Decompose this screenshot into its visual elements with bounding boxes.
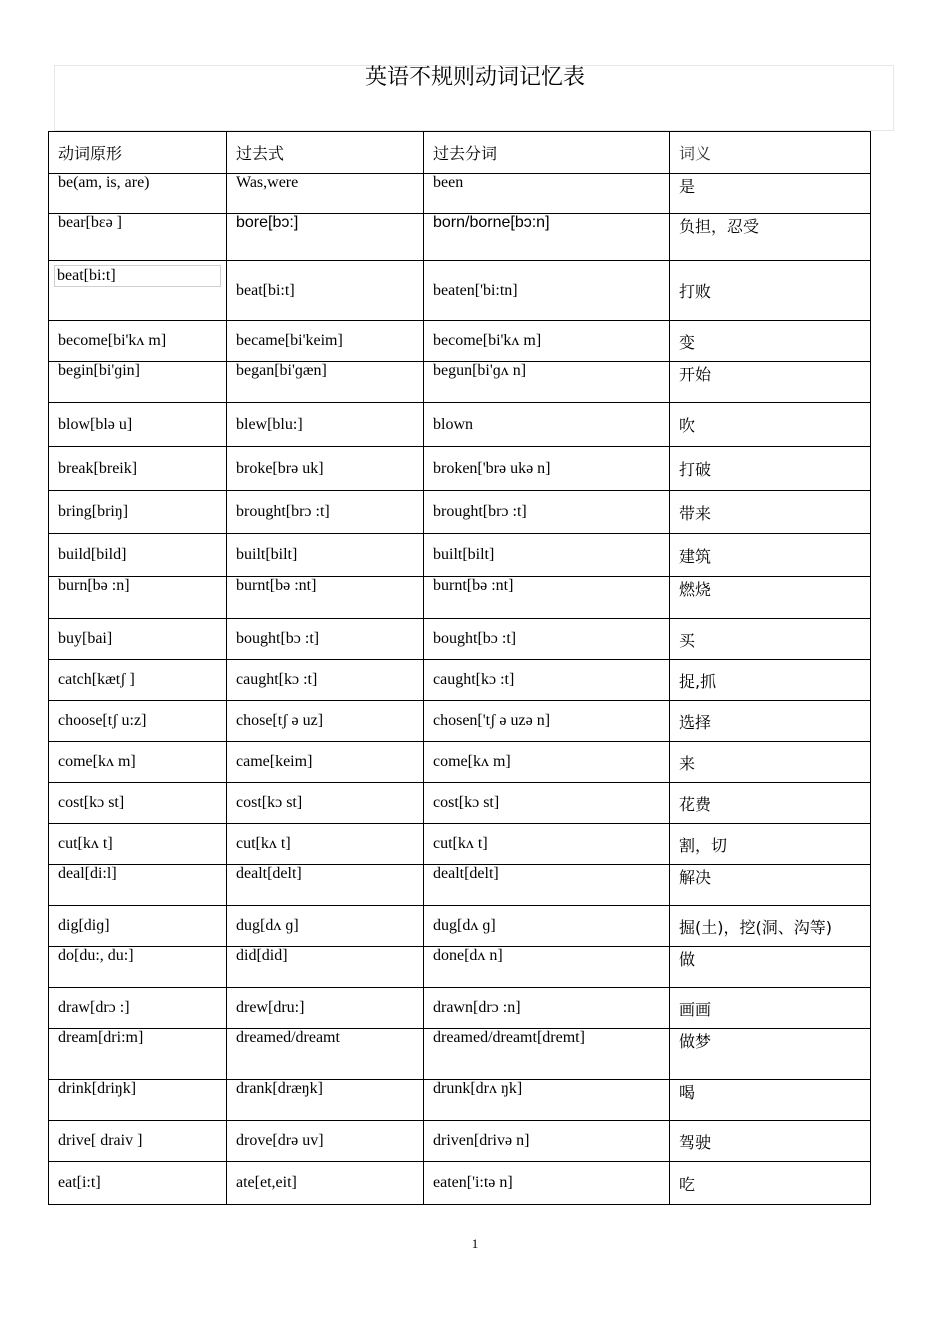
table-row	[49, 534, 871, 577]
base-form-cell: become[bi'kʌ m]	[49, 321, 227, 362]
meaning-cell: 做梦	[670, 1029, 871, 1080]
past-tense-cell: brought[brɔ :t]	[227, 491, 424, 534]
past-tense-cell: built[bilt]	[227, 534, 424, 577]
past-participle-cell: bought[bɔ :t]	[424, 619, 670, 660]
base-form-cell: dream[dri:m]	[49, 1029, 227, 1080]
meaning-cell: 吹	[670, 403, 871, 447]
base-form-cell: burn[bə :n]	[49, 577, 227, 619]
past-participle-cell: drawn[drɔ :n]	[424, 988, 670, 1029]
meaning-cell: 打破	[670, 447, 871, 491]
irregular-verbs-table	[48, 131, 871, 1205]
past-tense-cell: blew[blu:]	[227, 403, 424, 447]
header-meaning: 词义	[670, 132, 871, 174]
past-tense-cell: came[keim]	[227, 742, 424, 783]
base-form-cell: buy[bai]	[49, 619, 227, 660]
past-tense-cell: Was,were	[227, 174, 424, 214]
past-participle-cell: driven[drivə n]	[424, 1121, 670, 1162]
table-header-row	[49, 132, 871, 174]
header-past-tense: 过去式	[227, 132, 424, 174]
past-participle-cell: dreamed/dreamt[dremt]	[424, 1029, 670, 1080]
meaning-cell: 建筑	[670, 534, 871, 577]
base-form-cell: break[breik]	[49, 447, 227, 491]
table-row	[49, 742, 871, 783]
past-participle-cell: dug[dʌ ɡ]	[424, 906, 670, 947]
base-form-cell: come[kʌ m]	[49, 742, 227, 783]
meaning-cell: 做	[670, 947, 871, 988]
table-row	[49, 947, 871, 988]
meaning-cell: 是	[670, 174, 871, 214]
past-tense-cell: bore[bɔ:]	[227, 214, 424, 261]
table-row	[49, 865, 871, 906]
base-form-cell: dig[diɡ]	[49, 906, 227, 947]
past-participle-cell: born/borne[bɔ:n]	[424, 214, 670, 261]
meaning-cell: 来	[670, 742, 871, 783]
base-form-cell: bring[briŋ]	[49, 491, 227, 534]
past-tense-cell: broke[brə uk]	[227, 447, 424, 491]
past-tense-cell: ate[et,eit]	[227, 1162, 424, 1205]
past-participle-cell: drunk[drʌ ŋk]	[424, 1080, 670, 1121]
past-participle-cell: burnt[bə :nt]	[424, 577, 670, 619]
past-participle-cell: been	[424, 174, 670, 214]
table-row	[49, 906, 871, 947]
table-row	[49, 491, 871, 534]
past-tense-cell: drank[dræŋk]	[227, 1080, 424, 1121]
meaning-cell: 割，切	[670, 824, 871, 865]
past-tense-cell: drove[drə uv]	[227, 1121, 424, 1162]
table-row	[49, 824, 871, 865]
past-tense-cell: caught[kɔ :t]	[227, 660, 424, 701]
table-row	[49, 660, 871, 701]
base-form-cell: catch[kætʃ ]	[49, 660, 227, 701]
table-row	[49, 1121, 871, 1162]
table-row	[49, 403, 871, 447]
base-form-cell: build[bild]	[49, 534, 227, 577]
base-form-cell: draw[drɔ :]	[49, 988, 227, 1029]
page-number: 1	[471, 1236, 479, 1251]
base-form-cell: blow[blə u]	[49, 403, 227, 447]
table-row	[49, 783, 871, 824]
past-participle-cell: caught[kɔ :t]	[424, 660, 670, 701]
past-participle-cell: become[bi'kʌ m]	[424, 321, 670, 362]
past-tense-cell: drew[dru:]	[227, 988, 424, 1029]
base-form-cell: bear[bɛə ]	[49, 214, 227, 261]
past-participle-cell: built[bilt]	[424, 534, 670, 577]
table-row	[49, 988, 871, 1029]
past-tense-cell: dug[dʌ ɡ]	[227, 906, 424, 947]
past-tense-cell: burnt[bə :nt]	[227, 577, 424, 619]
page-title: 英语不规则动词记忆表	[364, 65, 585, 90]
past-participle-cell: beaten['bi:tn]	[424, 261, 670, 321]
meaning-cell: 驾驶	[670, 1121, 871, 1162]
past-tense-cell: chose[tʃ ə uz]	[227, 701, 424, 742]
past-tense-cell: dreamed/dreamt	[227, 1029, 424, 1080]
meaning-cell: 燃烧	[670, 577, 871, 619]
meaning-cell: 吃	[670, 1162, 871, 1205]
base-form-cell: drink[driŋk]	[49, 1080, 227, 1121]
base-form-cell: begin[bi'ɡin]	[49, 362, 227, 403]
past-participle-cell: begun[bi'ɡʌ n]	[424, 362, 670, 403]
meaning-cell: 买	[670, 619, 871, 660]
past-participle-cell: come[kʌ m]	[424, 742, 670, 783]
past-tense-cell: cost[kɔ st]	[227, 783, 424, 824]
table-row	[49, 1162, 871, 1205]
base-form-cell: deal[di:l]	[49, 865, 227, 906]
past-participle-cell: blown	[424, 403, 670, 447]
meaning-cell: 花费	[670, 783, 871, 824]
table-row	[49, 577, 871, 619]
past-participle-cell: eaten['i:tə n]	[424, 1162, 670, 1205]
table-row	[49, 619, 871, 660]
table-row	[49, 1080, 871, 1121]
past-participle-cell: broken['brə ukə n]	[424, 447, 670, 491]
meaning-cell: 变	[670, 321, 871, 362]
table-row	[49, 1029, 871, 1080]
table-row	[49, 447, 871, 491]
past-participle-cell: done[dʌ n]	[424, 947, 670, 988]
base-form-cell: do[du:, du:]	[49, 947, 227, 988]
meaning-cell: 开始	[670, 362, 871, 403]
meaning-cell: 掘(土)，挖(洞、沟等)	[670, 906, 871, 947]
meaning-cell: 捉,抓	[670, 660, 871, 701]
past-participle-cell: cost[kɔ st]	[424, 783, 670, 824]
past-tense-cell: beat[bi:t]	[227, 261, 424, 321]
past-tense-cell: began[bi'ɡæn]	[227, 362, 424, 403]
past-participle-cell: chosen['tʃ ə uzə n]	[424, 701, 670, 742]
table-row	[49, 321, 871, 362]
meaning-cell: 解决	[670, 865, 871, 906]
past-tense-cell: cut[kʌ t]	[227, 824, 424, 865]
meaning-cell: 喝	[670, 1080, 871, 1121]
past-participle-cell: brought[brɔ :t]	[424, 491, 670, 534]
past-participle-cell: dealt[delt]	[424, 865, 670, 906]
table-row	[49, 701, 871, 742]
base-form-cell: be(am, is, are)	[49, 174, 227, 214]
past-tense-cell: did[did]	[227, 947, 424, 988]
table-row	[49, 362, 871, 403]
table-row	[49, 174, 871, 214]
meaning-cell: 画画	[670, 988, 871, 1029]
table-row	[49, 261, 871, 321]
base-form-cell: cut[kʌ t]	[49, 824, 227, 865]
past-tense-cell: dealt[delt]	[227, 865, 424, 906]
past-tense-cell: bought[bɔ :t]	[227, 619, 424, 660]
base-form-cell: choose[tʃ u:z]	[49, 701, 227, 742]
base-form-cell: eat[i:t]	[49, 1162, 227, 1205]
header-past-participle: 过去分词	[424, 132, 670, 174]
base-form-text-box: beat[bi:t]	[54, 265, 221, 287]
base-form-cell: drive[ draiv ]	[49, 1121, 227, 1162]
meaning-cell: 选择	[670, 701, 871, 742]
table-row	[49, 214, 871, 261]
meaning-cell: 打败	[670, 261, 871, 321]
header-base-form: 动词原形	[49, 132, 227, 174]
past-participle-cell: cut[kʌ t]	[424, 824, 670, 865]
base-form-cell: cost[kɔ st]	[49, 783, 227, 824]
base-form-cell	[49, 261, 227, 321]
meaning-cell: 带来	[670, 491, 871, 534]
past-tense-cell: became[bi'keim]	[227, 321, 424, 362]
meaning-cell: 负担，忍受	[670, 214, 871, 261]
